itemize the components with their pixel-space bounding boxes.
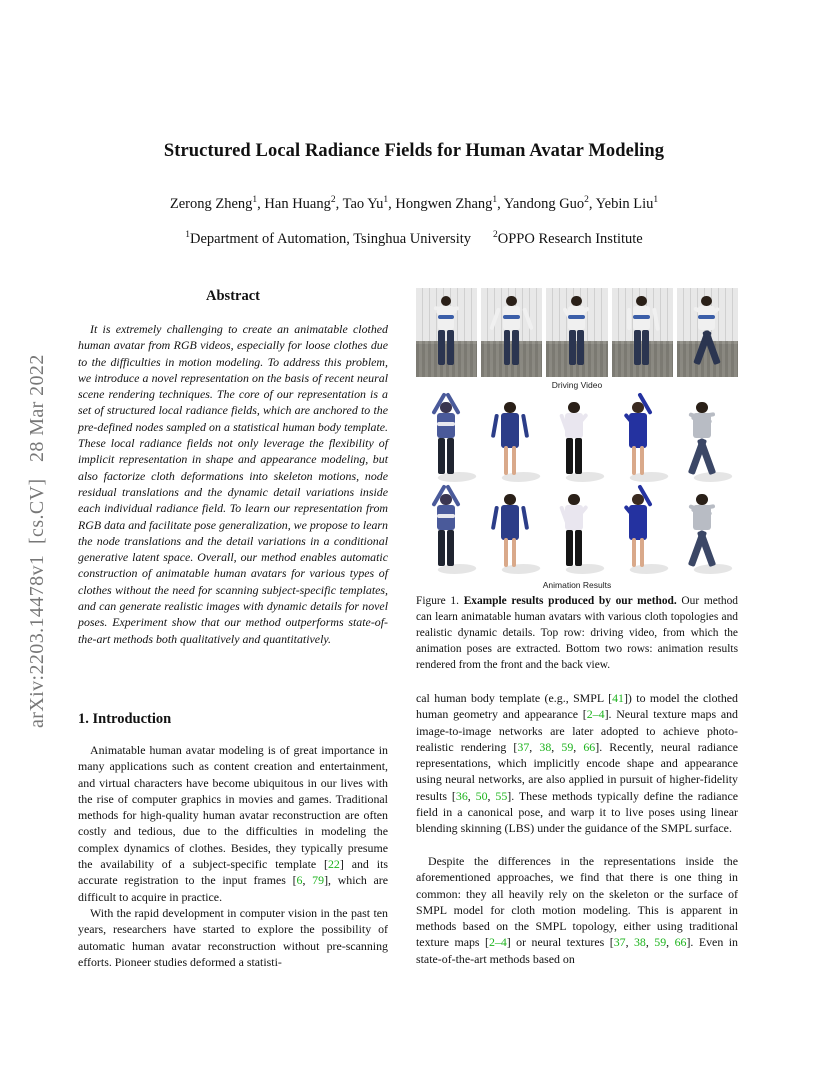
human-avatar-figure bbox=[492, 294, 530, 370]
paragraph-text: ] and its accurate registration to the input frames [ bbox=[78, 857, 388, 888]
animation-result-front bbox=[672, 398, 736, 488]
citation-link[interactable]: 6 bbox=[296, 873, 303, 888]
animation-result-front bbox=[544, 398, 608, 488]
citation-link[interactable]: 41 bbox=[612, 691, 624, 705]
animation-result-back bbox=[480, 490, 544, 580]
citation-link[interactable]: 36 bbox=[455, 788, 468, 803]
paragraph-text: ]. Neural texture maps and image-to-image networks are later adopted to achieve photo-realistic rendering [ bbox=[416, 707, 738, 754]
animation-results-grid bbox=[416, 398, 738, 580]
author-name: Zerong Zheng bbox=[169, 196, 253, 212]
animation-result-back bbox=[416, 490, 480, 580]
author-affiliation-mark: 1 bbox=[653, 195, 659, 206]
human-avatar-figure bbox=[618, 400, 658, 480]
paragraph-text: ]. Recently, neural radiance representations, which implicitly encode shape and appearance using neural networks, are also applied in pursuit of higher-fidelity results [ bbox=[416, 739, 738, 803]
author-name: Yebin Liu bbox=[595, 196, 654, 212]
author-affiliation-mark: 1 bbox=[383, 195, 389, 206]
human-avatar-figure bbox=[490, 400, 530, 480]
figure-label-driving-video: Driving Video bbox=[551, 380, 603, 390]
citation-link[interactable]: 37 bbox=[613, 935, 626, 950]
driving-video-frame bbox=[677, 288, 738, 377]
paragraph-text: , bbox=[573, 739, 584, 754]
paragraph-text: , bbox=[645, 935, 655, 950]
paragraph-text: ]. Even in state-of-the-art methods based on bbox=[416, 935, 738, 966]
affiliation-mark: 1 bbox=[185, 230, 190, 241]
driving-video-frame bbox=[546, 288, 607, 377]
author-affiliation-mark: 1 bbox=[492, 195, 498, 206]
animation-result-back bbox=[672, 490, 736, 580]
citation-link[interactable]: 50 bbox=[475, 788, 488, 803]
animation-result-front bbox=[480, 398, 544, 488]
citation-link[interactable]: 59 bbox=[561, 739, 574, 754]
animation-result-front bbox=[416, 398, 480, 488]
human-avatar-figure bbox=[623, 294, 661, 370]
paragraph-text: Animatable human avatar modeling is of great importance in many applications such as content creation and entertainment, and virtual characters have become ubiquitous in our lives with the rise of computer graphics in movies and games. Traditional methods for high-quality human avatar reconstruction are often costly and tedious, due to the difficulties in modeling the complex dynamics of clothes. Besides, they typically presume the availability of a subject-specific template [ bbox=[78, 743, 388, 872]
paragraph-text: , bbox=[625, 935, 634, 950]
driving-video-frame bbox=[612, 288, 673, 377]
author-name: Yandong Guo bbox=[503, 196, 585, 212]
arxiv-id: arXiv:2203.14478v1 bbox=[26, 554, 48, 728]
intro-paragraph-2 bbox=[78, 905, 388, 970]
driving-video-frame bbox=[416, 288, 477, 377]
caption-bold: Example results produced by our method. bbox=[463, 595, 677, 607]
paragraph-text: , bbox=[487, 788, 496, 803]
citation-link[interactable]: 66 bbox=[583, 739, 596, 754]
animation-result-back bbox=[544, 490, 608, 580]
animation-result-back bbox=[608, 490, 672, 580]
human-avatar-figure bbox=[682, 400, 722, 480]
affiliation-mark: 2 bbox=[493, 230, 498, 241]
paper-title: Structured Local Radiance Fields for Human Avatar Modeling bbox=[163, 141, 665, 161]
human-avatar-figure bbox=[554, 492, 594, 572]
citation-link[interactable]: 66 bbox=[674, 935, 687, 950]
human-avatar-figure bbox=[490, 492, 530, 572]
caption-text: Our method can learn animatable human avatars with various cloth topologies and realistic dynamic details. Top row: driving video, from which the animation poses are extracted. Bottom two rows: animation results rendered from the front and the back view. bbox=[416, 595, 738, 671]
figure-1-caption bbox=[416, 593, 738, 673]
paragraph-text: ]) to model the clothed human geometry and appearance [ bbox=[416, 691, 738, 722]
author-affiliation-mark: 2 bbox=[330, 195, 336, 206]
abstract-text: It is extremely challenging to create an animatable clothed human avatar from RGB videos, especially for loose clothes due to the difficulties in motion modeling. To address this problem, we introduce a novel representation on the basis of recent neural scene rendering techniques. The core of our representation is a set of structured local radiance fields, which are anchored to the pre-defined nodes sampled on a statistical human body template. These local radiance fields not only leverage the flexibility of implicit representation in shape and appearance modeling, but also factorize cloth deformations into skeleton motions, node residual translations and the dynamic detail variations inside each individual radiance field. To learn our representation from RGB data and facilitate pose generalization, we propose to learn the node translations and the detail variations in a conditional generative latent space. Overall, our method enables automatic construction of animatable human avatars for various types of clothes without the need for scanning subject-specific templates, and can generate realistic images with dynamic details for novel poses. Experiment show that our method outperforms state-of-the-art methods both qualitatively and quantitatively. bbox=[78, 322, 389, 646]
intro-paragraph-1 bbox=[78, 742, 388, 905]
paragraph-text: ], which are difficult to acquire in practice. bbox=[78, 873, 388, 904]
affiliation-name: Department of Automation, Tsinghua University bbox=[189, 231, 472, 247]
author-affiliation-mark: 1 bbox=[252, 195, 258, 206]
figure-label-animation-results: Animation Results bbox=[542, 580, 612, 590]
author-name: Tao Yu bbox=[342, 196, 384, 212]
intro-paragraph-4 bbox=[416, 853, 738, 967]
animation-result-front bbox=[608, 398, 672, 488]
paragraph-text: ] or neural textures [ bbox=[506, 935, 614, 950]
paragraph-text: , bbox=[551, 739, 562, 754]
driving-video-frame bbox=[481, 288, 542, 377]
caption-number: Figure 1. bbox=[416, 595, 459, 607]
paragraph-text: With the rapid development in computer vision in the past ten years, researchers have started to explore the possibility of automatic human avatar reconstruction without pre-scanning efforts. Pioneer studies deformed a statisti- bbox=[78, 906, 388, 969]
citation-link[interactable]: 55 bbox=[495, 788, 508, 803]
author-affiliation-mark: 2 bbox=[584, 195, 589, 206]
paragraph-text: cal human body template (e.g., SMPL [ bbox=[416, 691, 613, 705]
human-avatar-figure bbox=[554, 400, 594, 480]
citation-link[interactable]: 79 bbox=[312, 873, 325, 888]
citation-link[interactable]: 22 bbox=[327, 857, 340, 872]
human-avatar-figure bbox=[426, 400, 466, 480]
arxiv-date: 28 Mar 2022 bbox=[26, 354, 48, 463]
paragraph-text: , bbox=[467, 788, 476, 803]
arxiv-stamp bbox=[26, 282, 50, 728]
citation-link[interactable]: 2–4 bbox=[488, 935, 507, 950]
driving-video-frames bbox=[416, 288, 738, 377]
paragraph-text: , bbox=[529, 739, 540, 754]
author-list: Zerong Zheng$^1$, Han Huang$^2$, Tao Yu$^1$, Hongwen Zhang$^1$, Yandong Guo$^2$, Yebin Liu$^1$ bbox=[169, 195, 659, 212]
human-avatar-figure bbox=[426, 492, 466, 572]
citation-link[interactable]: 59 bbox=[654, 935, 667, 950]
human-avatar-figure bbox=[688, 294, 726, 370]
paragraph-text: ]. These methods typically define the radiance field in a canonical pose, and warp it to live poses using linear blending skinning (LBS) under the guidance of the SMPL surface. bbox=[416, 788, 739, 836]
human-avatar-figure bbox=[682, 492, 722, 572]
citation-link[interactable]: 38 bbox=[539, 739, 552, 754]
human-avatar-figure bbox=[618, 492, 658, 572]
human-avatar-figure bbox=[557, 294, 595, 370]
author-name: Hongwen Zhang bbox=[395, 196, 493, 212]
arxiv-category: [cs.CV] bbox=[26, 478, 48, 544]
affiliation-name: OPPO Research Institute bbox=[497, 231, 643, 247]
paragraph-text: , bbox=[666, 935, 675, 950]
citation-link[interactable]: 37 bbox=[517, 739, 530, 754]
figure-1 bbox=[416, 288, 738, 588]
human-avatar-figure bbox=[427, 294, 465, 370]
affiliation-list bbox=[0, 231, 828, 248]
abstract-heading: Abstract bbox=[206, 288, 260, 304]
intro-paragraph-3 bbox=[416, 690, 738, 837]
author-name: Han Huang bbox=[264, 196, 331, 212]
paragraph-text: , bbox=[302, 873, 313, 888]
citation-link[interactable]: 2–4 bbox=[586, 707, 605, 722]
citation-link[interactable]: 38 bbox=[633, 935, 646, 950]
paragraph-text: Despite the differences in the representations inside the aforementioned approaches, we find that there is one thing in common: they all heavily rely on the skeleton or the surface of SMPL model for cloth motion modeling. This is apparent in methods based on the SMPL topology, either using traditional texture maps [ bbox=[416, 854, 738, 950]
section-heading-introduction: 1. Introduction bbox=[78, 711, 172, 727]
